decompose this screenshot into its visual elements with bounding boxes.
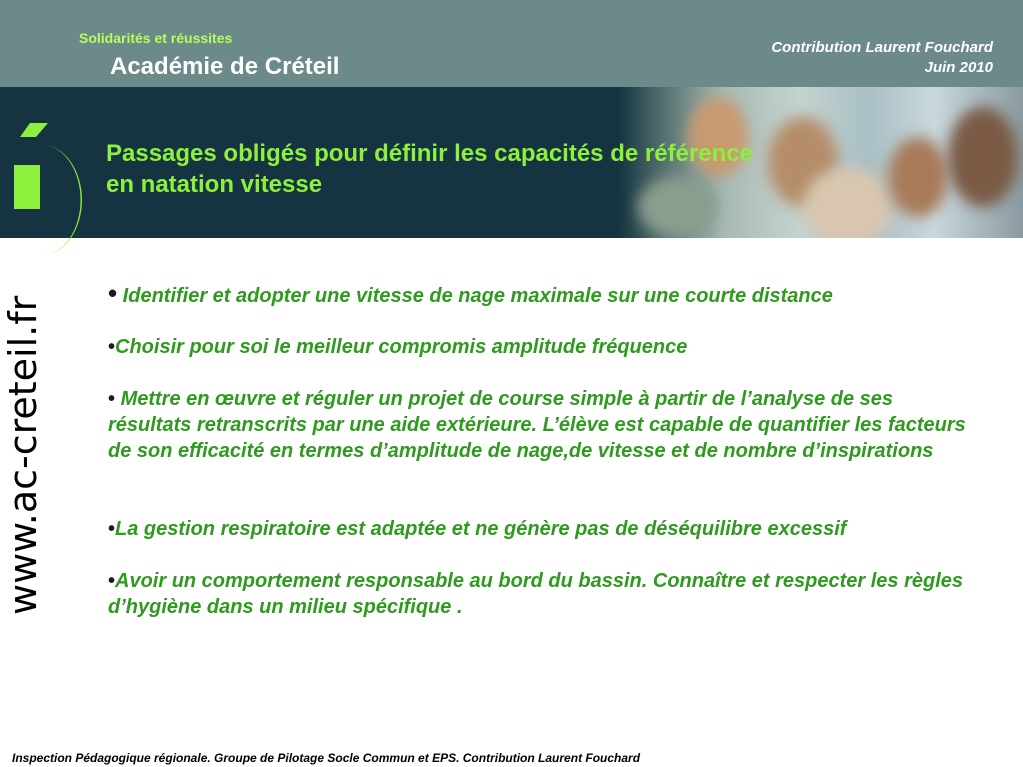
academy-name: Académie de Créteil	[110, 53, 340, 80]
contribution-block	[771, 38, 993, 78]
bullet-marker: •	[108, 518, 116, 540]
slide-title	[106, 138, 753, 200]
ac-creteil-logo	[0, 115, 100, 625]
logo-url: www.ac-creteil.fr	[1, 295, 45, 615]
bullet-item	[108, 568, 978, 620]
contribution-date: Juin 2010	[924, 59, 993, 76]
bullet-item	[108, 334, 687, 360]
bullet-text: La gestion respiratoire est adaptée et ne génère pas de déséquilibre excessif	[115, 518, 847, 540]
bullet-text: Mettre en œuvre et réguler un projet de course simple à partir de l’analyse de ses résultats retranscrits par une aide extérieure. L’élève est capable de quantifier les facteurs de son efficacité en termes d’amplitude de nage,de vitesse et de nombre d’inspirations	[108, 388, 966, 462]
bullet-marker: •	[108, 388, 116, 410]
bullet-text: Avoir un comportement responsable au bord du bassin. Connaître et respecter les règles d’hygiène dans un milieu spécifique .	[108, 570, 964, 618]
slide-title-line-1: Passages obligés pour définir les capacités de référence	[106, 140, 753, 167]
title-band	[0, 87, 1023, 238]
bullet-marker: •	[108, 278, 118, 308]
bullet-item	[108, 280, 833, 309]
contribution-author: Contribution Laurent Fouchard	[771, 39, 993, 56]
bullet-marker: •	[108, 336, 116, 358]
bullet-text: Choisir pour soi le meilleur compromis amplitude fréquence	[115, 336, 688, 358]
bullet-item	[108, 516, 846, 542]
footer-text: Inspection Pédagogique régionale. Groupe de Pilotage Socle Commun et EPS. Contribution Laurent Fouchard	[12, 751, 641, 765]
header-band	[0, 0, 1023, 87]
logo-bar	[14, 165, 40, 209]
logo-accent	[20, 123, 48, 137]
tagline: Solidarités et réussites	[79, 30, 233, 46]
bullet-text: Identifier et adopter une vitesse de nage maximale sur une courte distance	[117, 285, 833, 307]
bullet-marker: •	[108, 570, 116, 592]
bullet-item	[108, 386, 978, 464]
logo-arc	[42, 145, 82, 255]
slide-title-line-2: en natation vitesse	[106, 171, 323, 198]
